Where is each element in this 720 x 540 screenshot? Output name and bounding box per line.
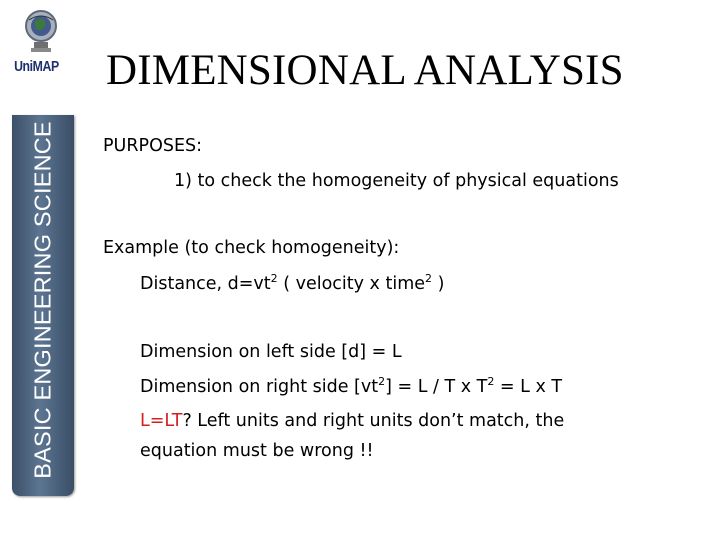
time-exponent: 2: [425, 272, 433, 285]
right-side-text: Dimension on right side [vt: [140, 377, 379, 397]
right-side-mid-text: ] = L / T x T: [385, 377, 488, 397]
unimap-logo: [8, 6, 74, 78]
distance-close-paren: ): [432, 274, 445, 294]
example-heading: Example (to check homogeneity):: [103, 238, 400, 258]
conclusion-line-2: equation must be wrong !!: [140, 441, 374, 461]
logo-text: UniMAP: [14, 58, 59, 75]
conclusion-equation-highlight: L=LT: [140, 411, 183, 431]
distance-text: Distance, d=vt: [140, 274, 271, 294]
example-distance-equation: [140, 273, 444, 295]
right-side-exponent-2: 2: [487, 375, 495, 388]
slide-title: DIMENSIONAL ANALYSIS: [106, 47, 624, 94]
conclusion-line-1: [140, 410, 564, 432]
purposes-heading: PURPOSES:: [103, 136, 203, 156]
distance-exponent: 2: [270, 272, 278, 285]
right-side-exponent: 2: [378, 375, 386, 388]
conclusion-text: ? Left units and right units don’t match, the: [182, 411, 565, 431]
dimension-right-side: [140, 376, 562, 398]
right-side-result: = L x T: [494, 377, 563, 397]
purpose-item-1: 1) to check the homogeneity of physical equations: [174, 171, 619, 191]
globe-icon: [24, 6, 58, 54]
sidebar-label: BASIC ENGINEERING SCIENCE: [29, 121, 56, 479]
dimension-left-side: Dimension on left side [d] = L: [140, 342, 402, 362]
distance-paren-text: ( velocity x time: [277, 274, 426, 294]
